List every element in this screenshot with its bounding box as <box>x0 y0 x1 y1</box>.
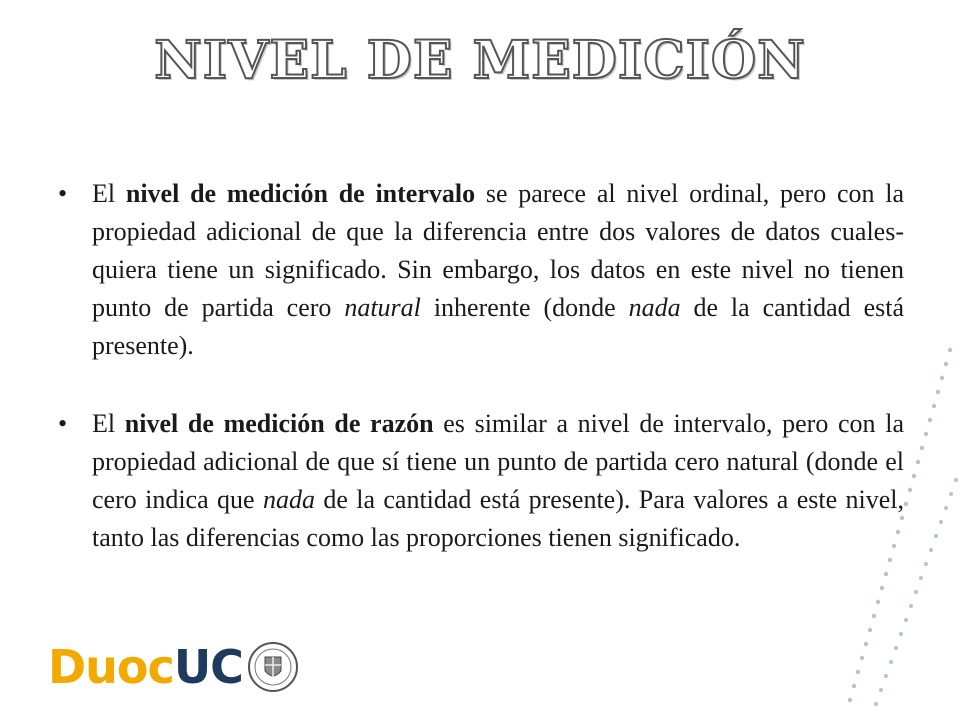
bullet-text: El <box>92 179 126 208</box>
logo-duoc-text: Duoc <box>48 640 174 694</box>
bold-term-interval: nivel de medición de intervalo <box>125 179 476 208</box>
logo-uc-text: UC <box>173 640 243 694</box>
seal-icon <box>247 641 299 693</box>
bullet-interval <box>52 175 904 365</box>
bullet-marker: • <box>58 179 68 208</box>
italic-word: natural <box>344 293 421 322</box>
bullet-text: de la cantidad está presente). <box>92 293 904 360</box>
bullet-text: es similar a nivel de intervalo, pero con la propiedad adicional de que sí tiene un punto de partida cero natural (donde el cero indica que <box>92 409 904 514</box>
duoc-uc-logo <box>48 636 299 698</box>
bullet-text: se parece al nivel ordinal, pero con la propiedad adicional de que la diferencia entre dos valores de datos cuales- quiera tiene un significado. Sin embargo, los datos en este nivel no tienen punto de partida cero <box>92 179 905 322</box>
bullet-marker: • <box>58 409 68 438</box>
bullet-ratio <box>52 405 904 557</box>
bold-term-ratio: nivel de medición de razón <box>124 409 434 438</box>
italic-word: nada <box>262 485 315 514</box>
slide-title: NIVEL DE MEDICIÓN <box>154 30 806 91</box>
bullet-text: de la cantidad está presente). Para valores a este nivel, tanto las diferencias como las proporciones tienen significado. <box>92 485 904 552</box>
bullet-list <box>52 175 904 597</box>
bullet-text: inherente (donde <box>420 293 629 322</box>
decorative-dots <box>810 330 960 720</box>
italic-word: nada <box>628 293 681 322</box>
bullet-text: El <box>92 409 125 438</box>
